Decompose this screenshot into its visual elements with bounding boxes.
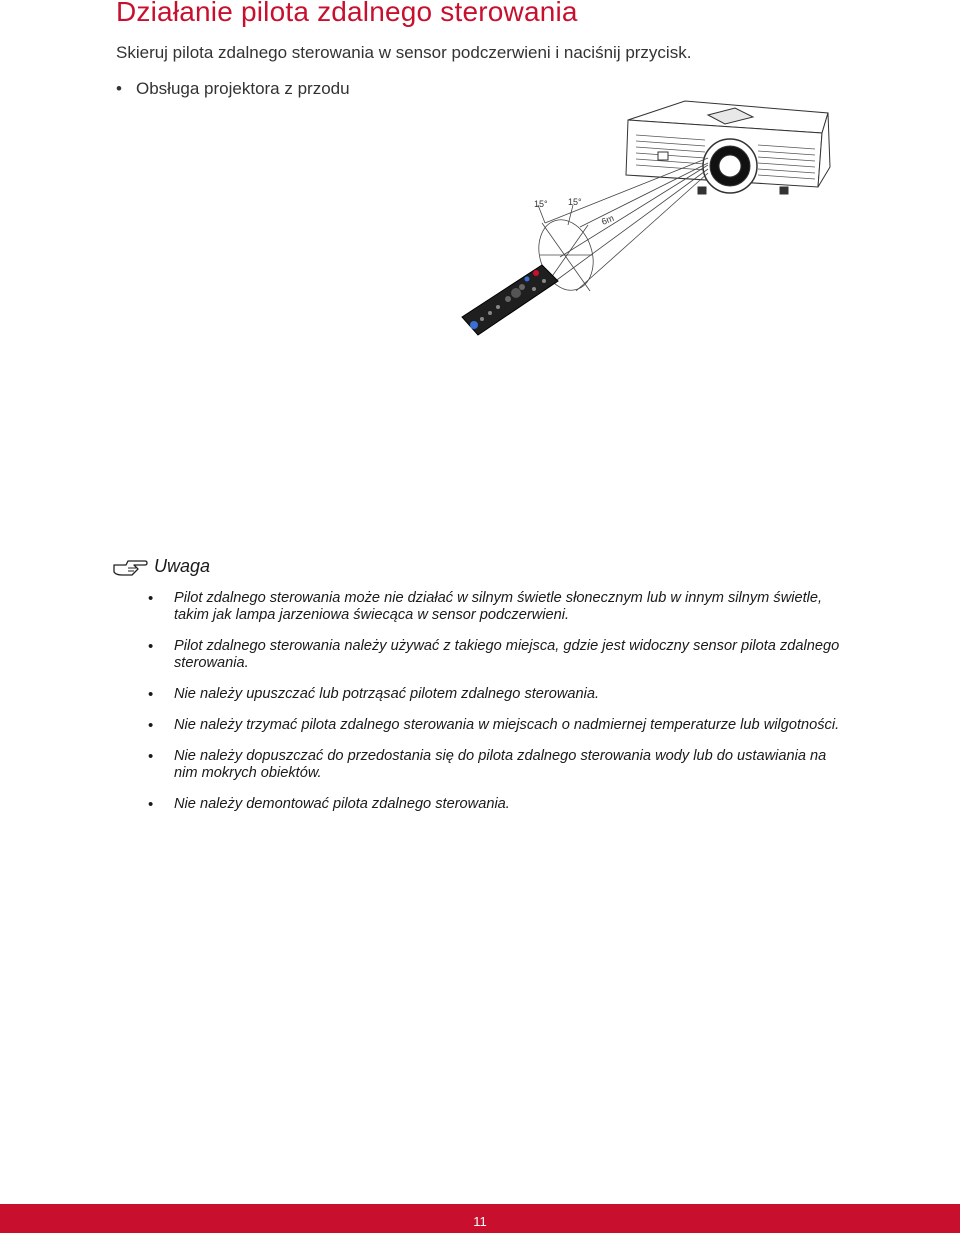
remote-range-illustration bbox=[450, 95, 840, 355]
remote-control-icon bbox=[462, 265, 558, 335]
svg-text:15° bbox=[568, 197, 582, 207]
svg-text:15° bbox=[534, 199, 548, 209]
note-header bbox=[112, 555, 210, 577]
note-list bbox=[148, 590, 848, 827]
angle-left-label: 15° bbox=[534, 199, 548, 209]
projector-icon bbox=[626, 101, 830, 194]
page-number: 11 bbox=[473, 1214, 487, 1229]
operation-mode-label: Obsługa projektora z przodu bbox=[136, 79, 350, 98]
intro-text: Skieruj pilota zdalnego sterowania w sensor podczerwieni i naciśnij przycisk. bbox=[116, 43, 692, 62]
note-item: • Nie należy dopuszczać do przedostania się do pilota zdalnego sterowania wody lub do ustawiania na nim mokrych obiektów. bbox=[148, 748, 848, 782]
svg-text:6m bbox=[600, 213, 615, 227]
operation-mode-bullet bbox=[116, 79, 350, 99]
note-label: Uwaga bbox=[154, 555, 211, 576]
note-item: • Pilot zdalnego sterowania należy używać z takiego miejsca, gdzie jest widoczny sensor pilota zdalnego sterowania. bbox=[148, 638, 848, 672]
note-item: • Pilot zdalnego sterowania może nie działać w silnym świetle słonecznym lub w innym silnym świetle, takim jak lampa jarzeniowa świecąca w sensor podczerwieni. bbox=[148, 590, 848, 624]
note-item: • Nie należy demontować pilota zdalnego sterowania. bbox=[148, 796, 848, 813]
note-item: • Nie należy trzymać pilota zdalnego sterowania w miejscach o nadmiernej temperaturze lub wilgotności. bbox=[148, 717, 848, 734]
distance-label: 6m bbox=[600, 212, 616, 227]
page-title: Działanie pilota zdalnego sterowania bbox=[116, 0, 578, 27]
angle-right-label: 15° bbox=[568, 197, 582, 207]
bullet-icon: • bbox=[116, 79, 122, 98]
note-item: • Nie należy upuszczać lub potrząsać pilotem zdalnego sterowania. bbox=[148, 686, 848, 703]
pointing-hand-icon bbox=[112, 555, 148, 577]
